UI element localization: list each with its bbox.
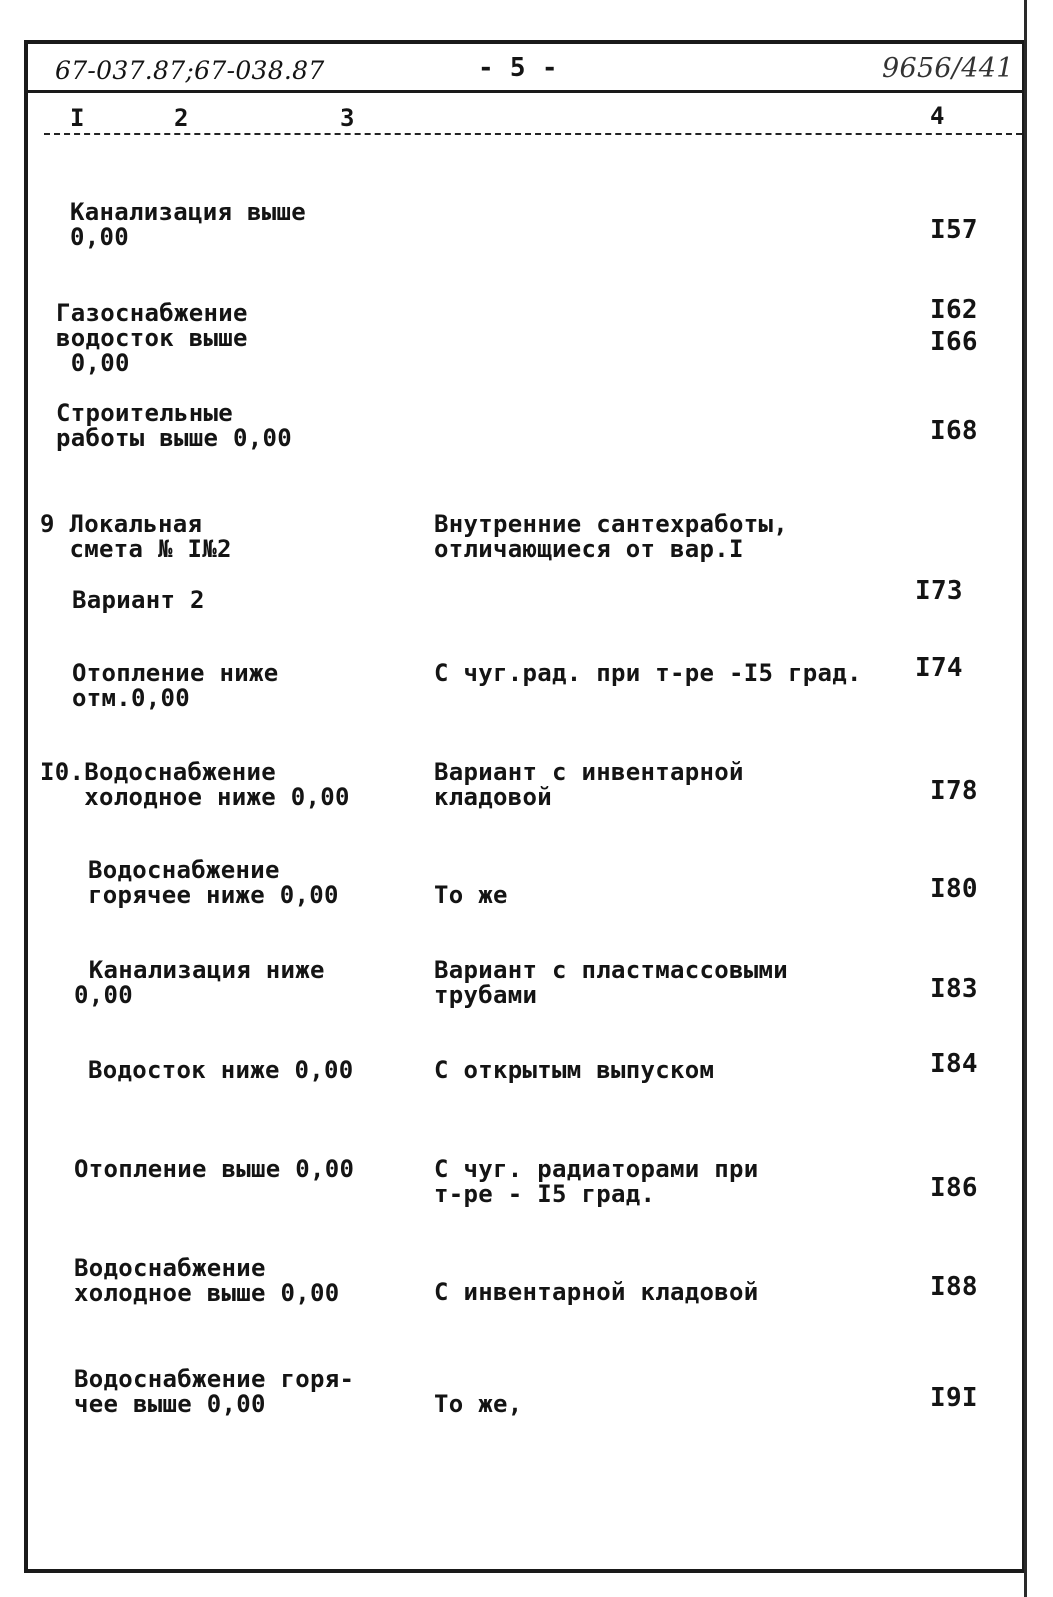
row-note: Внутренние сантехработы, отличающиеся от вар.I bbox=[434, 510, 788, 563]
row-note: Вариант с пластмассовыми трубами bbox=[434, 956, 788, 1009]
page-number: - 5 - bbox=[478, 53, 558, 83]
row-note: С инвентарной кладовой bbox=[434, 1278, 759, 1306]
row-name: Водосток ниже 0,00 bbox=[88, 1056, 354, 1084]
row-page: I84 bbox=[930, 1049, 978, 1079]
row-page: I62 I66 bbox=[930, 295, 978, 357]
column-3-header: 3 bbox=[340, 104, 355, 132]
row-name: Отопление ниже отм.0,00 bbox=[72, 659, 279, 712]
row-note: Вариант с инвентарной кладовой bbox=[434, 758, 744, 811]
row-name: Строительные работы выше 0,00 bbox=[56, 399, 292, 452]
row-page: I88 bbox=[930, 1272, 978, 1302]
row-page: I86 bbox=[930, 1173, 978, 1203]
row-note: С чуг.рад. при т-ре -I5 град. bbox=[434, 659, 862, 687]
row-note: То же, bbox=[434, 1390, 523, 1418]
row-note: С чуг. радиаторами при т-ре - I5 град. bbox=[434, 1155, 759, 1208]
page-edge-line bbox=[1024, 0, 1027, 1597]
row-page: I73 bbox=[915, 576, 963, 606]
row-name: Водоснабжение холодное выше 0,00 bbox=[74, 1254, 340, 1307]
row-name: Вариант 2 bbox=[72, 586, 205, 614]
row-page: I9I bbox=[930, 1383, 978, 1413]
row-name: Канализация ниже 0,00 bbox=[74, 956, 325, 1009]
column-header-rule bbox=[44, 133, 1022, 135]
column-4-header: 4 bbox=[930, 102, 945, 130]
header-rule bbox=[28, 90, 1022, 93]
row-note: С открытым выпуском bbox=[434, 1056, 715, 1084]
row-page: I78 bbox=[930, 776, 978, 806]
row-page: I83 bbox=[930, 974, 978, 1004]
row-page: I80 bbox=[930, 874, 978, 904]
document-code: 67-037.87;67-038.87 bbox=[55, 56, 325, 85]
row-name: Водоснабжение горя- чее выше 0,00 bbox=[74, 1365, 355, 1418]
row-name: 9 Локальная смета № I№2 bbox=[40, 510, 232, 563]
row-page: I68 bbox=[930, 416, 978, 446]
row-page: I57 bbox=[930, 215, 978, 245]
row-name: I0.Водоснабжение холодное ниже 0,00 bbox=[40, 758, 350, 811]
column-2-header: 2 bbox=[174, 104, 189, 132]
row-name: Отопление выше 0,00 bbox=[74, 1155, 355, 1183]
column-1-header: I bbox=[70, 104, 85, 132]
row-name: Газоснабжение водосток выше 0,00 bbox=[56, 299, 248, 377]
row-page: I74 bbox=[915, 653, 963, 683]
row-note: То же bbox=[434, 881, 508, 909]
archive-number: 9656/441 bbox=[882, 53, 1014, 84]
row-name: Канализация выше 0,00 bbox=[70, 198, 306, 251]
row-name: Водоснабжение горячее ниже 0,00 bbox=[88, 856, 339, 909]
